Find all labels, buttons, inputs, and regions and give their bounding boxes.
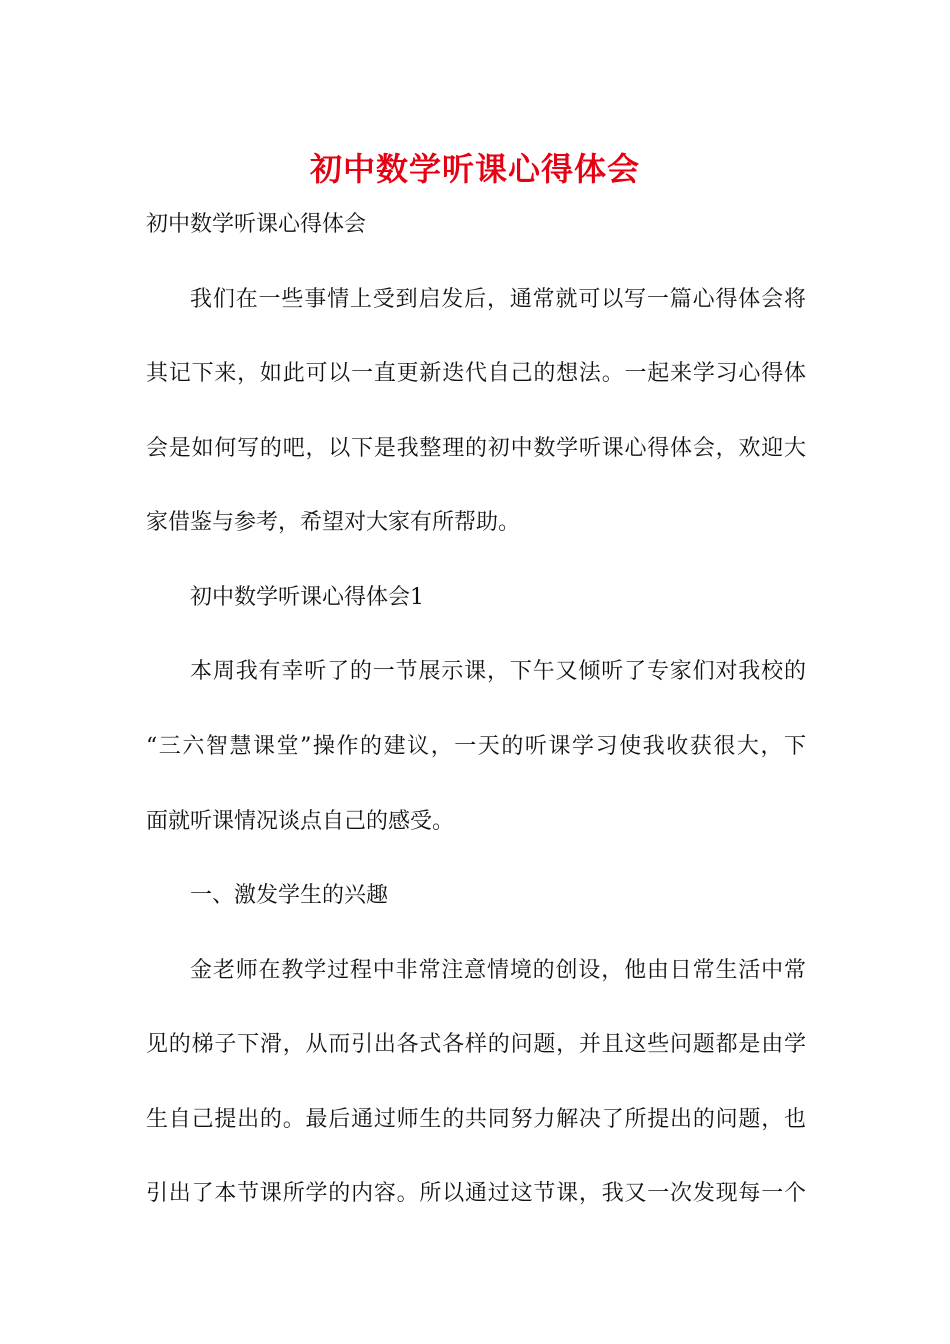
section-heading: 初中数学听课心得体会1 xyxy=(190,585,424,610)
subtitle-line: 初中数学听课心得体会 xyxy=(146,212,367,237)
paragraph-line: 见的梯子下滑，从而引出各式各样的问题，并且这些问题都是由学 xyxy=(146,1032,806,1057)
paragraph-line: 面就听课情况谈点自己的感受。 xyxy=(146,809,455,834)
subsection-heading: 一、激发学生的兴趣 xyxy=(190,883,389,908)
paragraph-line: 其记下来，如此可以一直更新迭代自己的想法。一起来学习心得体 xyxy=(146,361,806,386)
document-title: 初中数学听课心得体会 xyxy=(309,150,640,188)
paragraph-line: 本周我有幸听了的一节展示课，下午又倾听了专家们对我校的 xyxy=(190,659,806,684)
paragraph-line: 金老师在教学过程中非常注意情境的创设，他由日常生活中常 xyxy=(190,958,806,983)
paragraph-line: 家借鉴与参考，希望对大家有所帮助。 xyxy=(146,510,521,535)
paragraph-line: 我们在一些事情上受到启发后，通常就可以写一篇心得体会将 xyxy=(190,287,806,312)
paragraph-line: 生自己提出的。最后通过师生的共同努力解决了所提出的问题，也 xyxy=(146,1107,806,1132)
paragraph-line: 引出了本节课所学的内容。所以通过这节课，我又一次发现每一个 xyxy=(146,1181,806,1206)
paragraph-line: 会是如何写的吧，以下是我整理的初中数学听课心得体会，欢迎大 xyxy=(146,436,806,461)
paragraph-line: “三六智慧课堂”操作的建议，一天的听课学习使我收获很大，下 xyxy=(146,734,806,759)
